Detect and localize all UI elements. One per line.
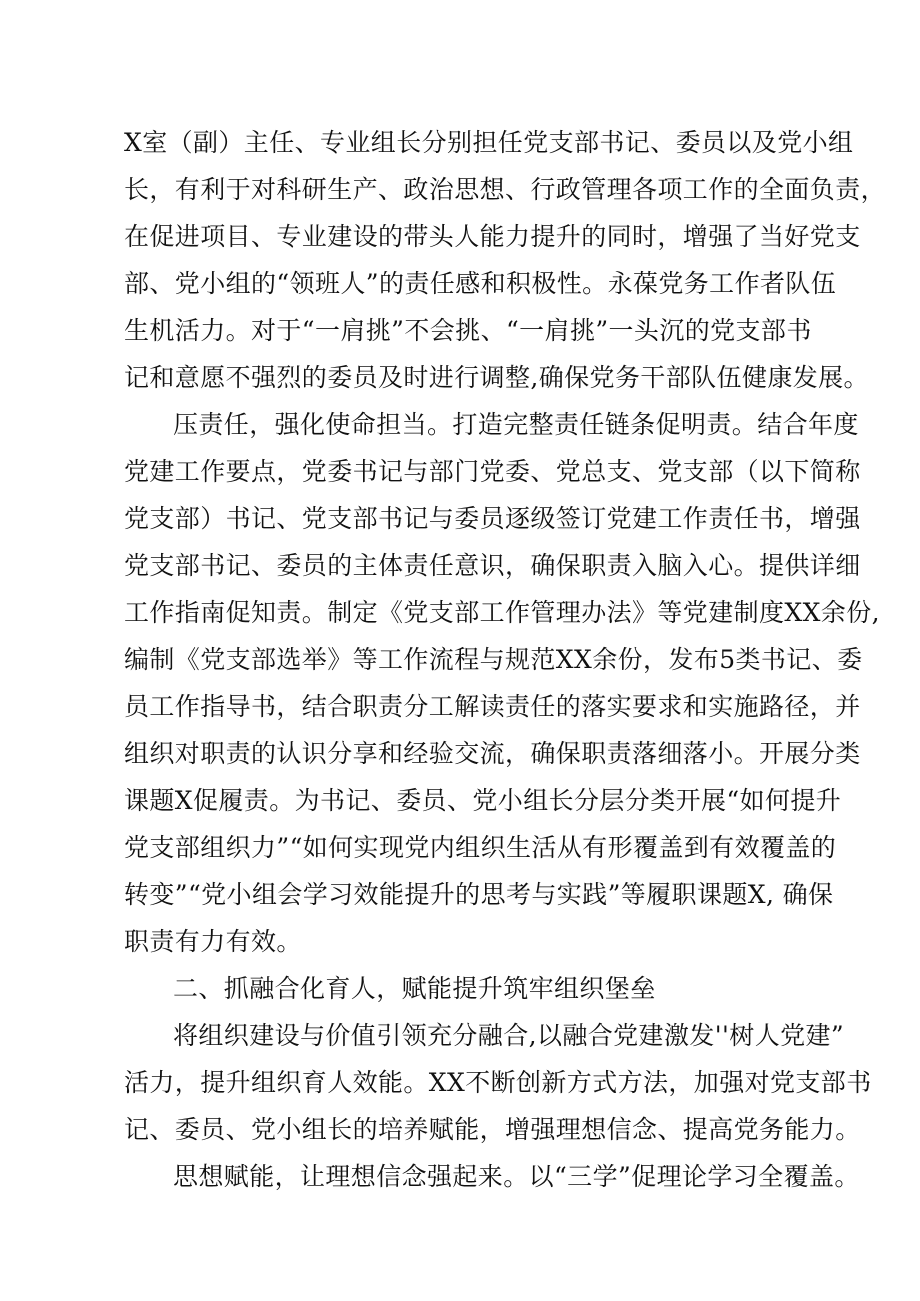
text-line: 记、委员、党小组长的培养赋能，增强理想信念、提高党务能力。 bbox=[124, 1115, 861, 1144]
section-heading: 二、抓融合化育人，赋能提升筑牢组织堡垒 bbox=[173, 974, 656, 1003]
paragraph-start-line: 思想赋能，让理想信念强起来。以“三学”促理论学习全覆盖。 bbox=[173, 1162, 860, 1191]
text-line: 组织对职责的认识分享和经验交流，确保职责落细落小。开展分类 bbox=[124, 739, 861, 768]
text-line: 在促进项目、专业建设的带头人能力提升的同时，增强了当好党支 bbox=[124, 222, 861, 251]
text-line: 党建工作要点，党委书记与部门党委、党总支、党支部（以下简称 bbox=[124, 457, 861, 486]
text-line: 生机活力。对于“一肩挑”不会挑、“一肩挑”一头沉的党支部书 bbox=[124, 316, 812, 345]
text-line: 记和意愿不强烈的委员及时进行调整,确保党务干部队伍健康发展。 bbox=[124, 363, 869, 392]
paragraph-start-line: 将组织建设与价值引领充分融合,以融合党建激发''树人党建” bbox=[173, 1021, 845, 1050]
text-line: 转变”“党小组会学习效能提升的思考与实践”等履职课题X, 确保 bbox=[124, 880, 834, 909]
text-line: 活力，提升组织育人效能。XX不断创新方式方法，加强对党支部书 bbox=[124, 1068, 872, 1097]
document-body bbox=[124, 119, 887, 1200]
text-line: 编制《党支部选举》等工作流程与规范XX余份，发布5类书记、委 bbox=[124, 645, 863, 674]
text-line: 党支部书记、委员的主体责任意识，确保职责入脑入心。提供详细 bbox=[124, 551, 861, 580]
text-line: 长，有利于对科研生产、政治思想、行政管理各项工作的全面负责， bbox=[124, 175, 887, 204]
text-line: 工作指南促知责。制定《党支部工作管理办法》等党建制度XX余份, bbox=[124, 598, 880, 627]
text-line: 部、党小组的“领班人”的责任感和积极性。永葆党务工作者队伍 bbox=[124, 269, 837, 298]
text-line: 员工作指导书，结合职责分工解读责任的落实要求和实施路径，并 bbox=[124, 692, 861, 721]
paragraph-end-line: 职责有力有效。 bbox=[124, 927, 302, 956]
text-line: 课题X促履责。为书记、委员、党小组长分层分类开展“如何提升 bbox=[124, 786, 842, 815]
text-line: 党支部组织力”“如何实现党内组织生活从有形覆盖到有效覆盖的 bbox=[124, 833, 837, 862]
paragraph-start-line: 压责任，强化使命担当。打造完整责任链条促明责。结合年度 bbox=[173, 410, 859, 439]
text-line: 党支部）书记、党支部书记与委员逐级签订党建工作责任书，增强 bbox=[124, 504, 861, 533]
text-line: X室（副）主任、专业组长分别担任党支部书记、委员以及党小组 bbox=[124, 128, 854, 157]
